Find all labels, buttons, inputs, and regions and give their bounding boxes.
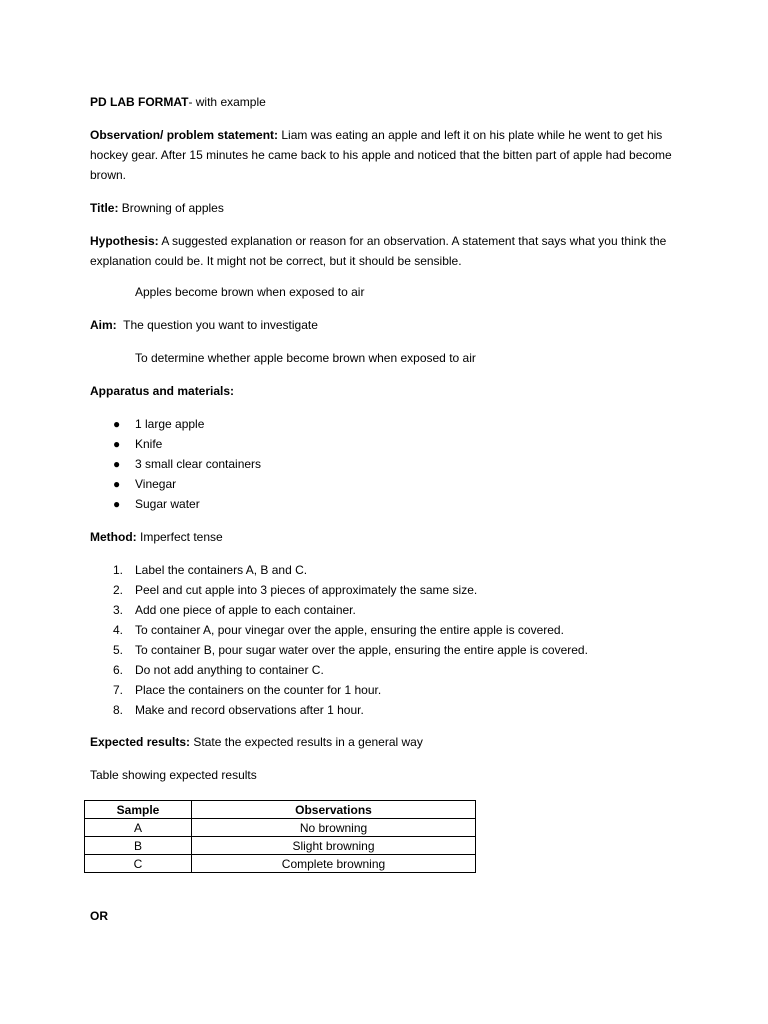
step-number: 7. <box>113 683 124 697</box>
table-caption: Table showing expected results <box>90 768 257 782</box>
method-line <box>90 529 223 545</box>
table-row <box>85 837 476 855</box>
step-text: Add one piece of apple to each container. <box>135 603 356 617</box>
step-number: 2. <box>113 583 124 597</box>
method-label: Method: <box>90 530 137 544</box>
bullet-icon: ● <box>113 437 121 451</box>
list-item-text: 3 small clear containers <box>135 457 262 471</box>
hypothesis-label: Hypothesis: <box>90 234 159 248</box>
hypothesis-example: Apples become brown when exposed to air <box>135 285 365 299</box>
list-item-text: Knife <box>135 437 163 451</box>
list-item <box>113 436 261 456</box>
bullet-icon: ● <box>113 477 121 491</box>
list-item <box>113 456 261 476</box>
heading-bold: PD LAB FORMAT <box>90 95 189 109</box>
list-item <box>113 582 588 602</box>
table-cell-observation: No browning <box>192 819 476 837</box>
hypothesis-paragraph <box>90 231 680 271</box>
expected-results-table <box>84 800 476 873</box>
bullet-icon: ● <box>113 497 121 511</box>
table-row <box>85 819 476 837</box>
heading-rest: - with example <box>188 95 266 109</box>
list-item <box>113 602 588 622</box>
step-number: 8. <box>113 703 124 717</box>
list-item <box>113 562 588 582</box>
aim-text: The question you want to investigate <box>116 318 318 332</box>
method-text: Imperfect tense <box>136 530 223 544</box>
aim-label: Aim: <box>90 318 117 332</box>
expected-results-text: State the expected results in a general way <box>190 735 423 749</box>
apparatus-label: Apparatus and materials: <box>90 384 235 398</box>
bullet-icon: ● <box>113 457 121 471</box>
list-item <box>113 662 588 682</box>
expected-results-label: Expected results: <box>90 735 191 749</box>
apparatus-heading <box>90 383 234 399</box>
or-label: OR <box>90 909 108 923</box>
list-item <box>113 682 588 702</box>
table-cell-sample: A <box>85 819 192 837</box>
apparatus-list <box>113 416 261 516</box>
step-text: To container B, pour sugar water over the apple, ensuring the entire apple is covered. <box>135 643 588 657</box>
method-steps-list <box>113 562 588 722</box>
list-item <box>113 702 588 722</box>
or-text <box>90 908 108 924</box>
list-item-text: Vinegar <box>135 477 177 491</box>
observation-label: Observation/ problem statement: <box>90 128 279 142</box>
table-cell-sample: C <box>85 855 192 873</box>
observation-text: Liam was eating an apple and left it on his plate while he went to get his hockey gear. After 15 minutes he came back to his apple and noticed that the bitten part of apple had become brown. <box>90 128 672 182</box>
column-header-sample: Sample <box>85 801 192 819</box>
step-number: 3. <box>113 603 124 617</box>
expected-results-line <box>90 734 423 750</box>
step-text: To container A, pour vinegar over the apple, ensuring the entire apple is covered. <box>135 623 564 637</box>
list-item <box>113 622 588 642</box>
list-item-text: 1 large apple <box>135 417 205 431</box>
title-line <box>90 200 224 216</box>
step-text: Peel and cut apple into 3 pieces of approximately the same size. <box>135 583 478 597</box>
table-cell-observation: Complete browning <box>192 855 476 873</box>
list-item <box>113 416 261 436</box>
step-text: Make and record observations after 1 hour. <box>135 703 364 717</box>
step-number: 4. <box>113 623 124 637</box>
list-item <box>113 496 261 516</box>
document-heading <box>90 94 266 110</box>
hypothesis-text: A suggested explanation or reason for an observation. A statement that says what you think the explanation could be. It might not be correct, but it should be sensible. <box>90 234 667 268</box>
aim-line <box>90 317 318 333</box>
column-header-observations: Observations <box>192 801 476 819</box>
table-cell-observation: Slight browning <box>192 837 476 855</box>
table-row <box>85 855 476 873</box>
list-item-text: Sugar water <box>135 497 200 511</box>
bullet-icon: ● <box>113 417 121 431</box>
step-number: 5. <box>113 643 124 657</box>
title-text: Browning of apples <box>118 201 224 215</box>
step-text: Place the containers on the counter for 1 hour. <box>135 683 382 697</box>
step-text: Label the containers A, B and C. <box>135 563 308 577</box>
step-number: 1. <box>113 563 124 577</box>
title-label: Title: <box>90 201 119 215</box>
list-item <box>113 476 261 496</box>
table-cell-sample: B <box>85 837 192 855</box>
table-header-row <box>85 801 476 819</box>
list-item <box>113 642 588 662</box>
aim-example: To determine whether apple become brown when exposed to air <box>135 351 476 365</box>
step-text: Do not add anything to container C. <box>135 663 324 677</box>
observation-paragraph <box>90 125 680 185</box>
step-number: 6. <box>113 663 124 677</box>
